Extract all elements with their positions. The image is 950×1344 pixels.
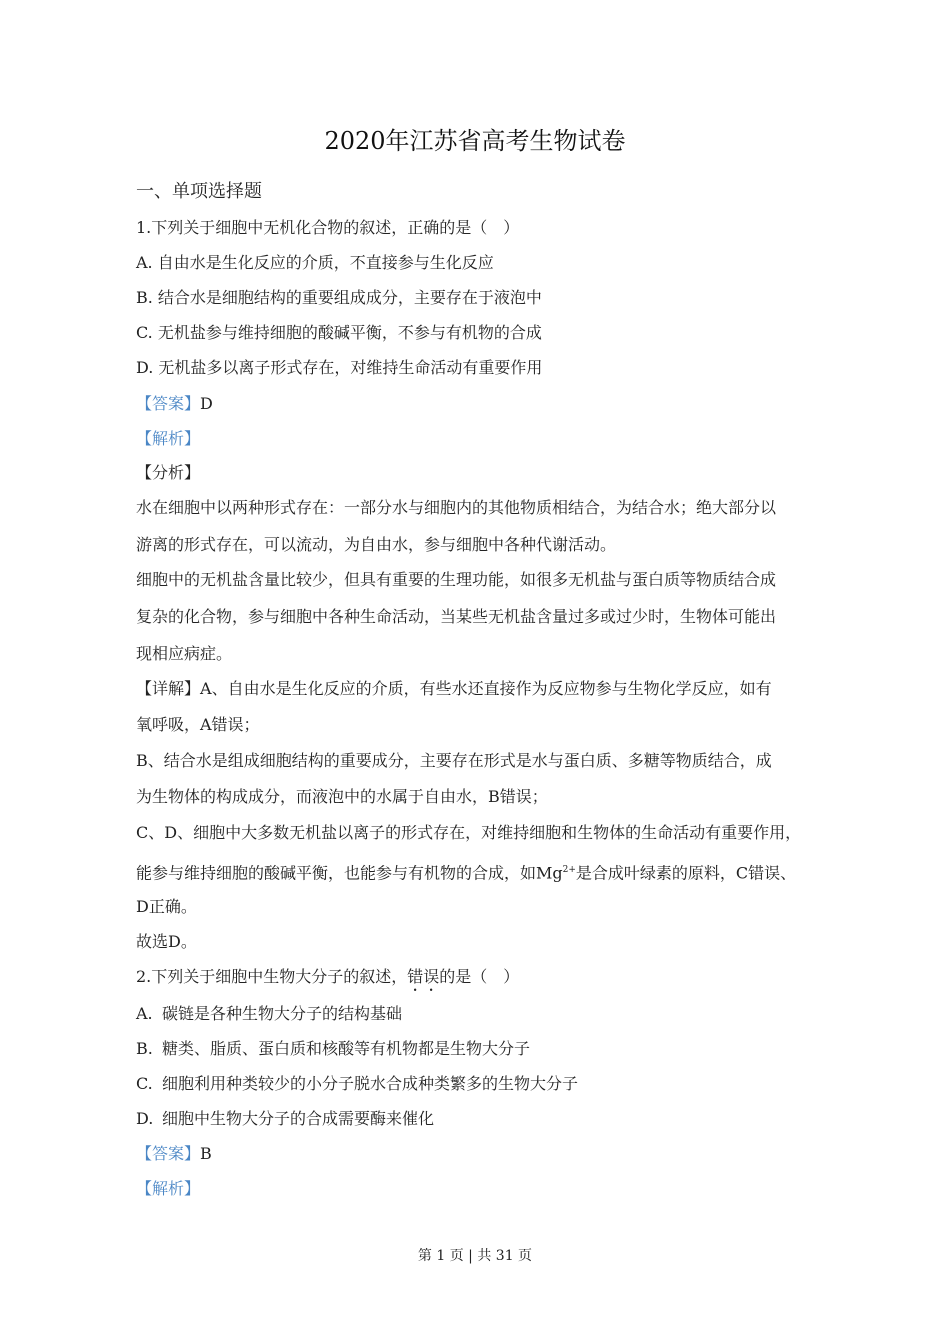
option-letter: C.	[136, 1074, 153, 1093]
xiangjie-line: 故选D。	[136, 932, 197, 951]
q2-option-b	[136, 1039, 530, 1059]
fenxi-line: 复杂的化合物，参与细胞中各种生命活动，当某些无机盐含量过多或过少时，生物体可能出	[136, 607, 777, 626]
stem-text: 的是（ ）	[439, 967, 520, 986]
xiangjie-line: C、D、细胞中大多数无机盐以离子的形式存在，对维持细胞和生物体的生命活动有重要作用，	[136, 823, 802, 842]
xiangjie-line: 为生物体的构成成分，而液泡中的水属于自由水，B错误；	[136, 787, 548, 806]
answer-value: D	[200, 394, 213, 413]
option-text: 细胞利用种类较少的小分子脱水合成种类繁多的生物大分子	[162, 1074, 579, 1093]
page-title: 2020年江苏省高考生物试卷	[324, 127, 626, 155]
q1-stem: 1.下列关于细胞中无机化合物的叙述，正确的是（ ）	[136, 218, 520, 237]
q1-option-b: B. 结合水是细胞结构的重要组成成分，主要存在于液泡中	[136, 288, 542, 307]
answer-value: B	[200, 1144, 212, 1163]
q2-option-d	[136, 1109, 434, 1129]
fenxi-line: 现相应病症。	[136, 644, 233, 663]
q1-option-c: C. 无机盐参与维持细胞的酸碱平衡，不参与有机物的合成	[136, 323, 542, 342]
xiangjie-tag: 【详解】	[136, 679, 201, 698]
option-text: 细胞中生物大分子的合成需要酶来催化	[162, 1109, 435, 1128]
fenxi-line: 细胞中的无机盐含量比较少，但具有重要的生理功能，如很多无机盐与蛋白质等物质结合成	[136, 570, 777, 589]
q2-option-c	[136, 1074, 578, 1094]
answer-tag: 【答案】	[136, 394, 201, 413]
xiangjie-text: 能参与维持细胞的酸碱平衡，也能参与有机物的合成，如Mg	[136, 863, 563, 883]
q1-answer	[136, 394, 213, 414]
xiangjie-line	[136, 860, 796, 883]
q1-option-a: A. 自由水是生化反应的介质，不直接参与生化反应	[136, 253, 494, 272]
option-letter: A.	[136, 1004, 153, 1023]
xiangjie-line: D正确。	[136, 897, 197, 916]
q2-jiexi-tag: 【解析】	[136, 1179, 201, 1198]
option-letter: D.	[136, 1109, 154, 1128]
option-text: 碳链是各种生物大分子的结构基础	[162, 1004, 403, 1023]
q1-option-d: D. 无机盐多以离子形式存在，对维持生命活动有重要作用	[136, 358, 543, 377]
option-letter: B.	[136, 1039, 153, 1058]
xiangjie-line: 氧呼吸，A错误；	[136, 715, 260, 734]
q1-jiexi-tag: 【解析】	[136, 429, 201, 448]
stem-text: 2.下列关于细胞中生物大分子的叙述，	[136, 967, 408, 986]
option-text: 糖类、脂质、蛋白质和核酸等有机物都是生物大分子	[162, 1039, 531, 1058]
page-footer: 第 1 页 | 共 31 页	[417, 1248, 533, 1264]
q2-stem	[136, 967, 519, 995]
xiangjie-line: B、结合水是组成细胞结构的重要成分，主要存在形式是水与蛋白质、多糖等物质结合，成	[136, 751, 772, 770]
fenxi-line: 游离的形式存在，可以流动，为自由水，参与细胞中各种代谢活动。	[136, 535, 617, 554]
xiangjie-line	[136, 679, 772, 699]
superscript: 2+	[562, 865, 576, 875]
xiangjie-text: A、自由水是生化反应的介质，有些水还直接作为反应物参与生物化学反应，如有	[200, 679, 772, 698]
q1-fenxi-tag: 【分析】	[136, 463, 201, 482]
xiangjie-text: 是合成叶绿素的原料，C错误、	[575, 863, 797, 883]
section-heading: 一、单项选择题	[136, 181, 262, 202]
q2-option-a	[136, 1004, 402, 1024]
answer-tag: 【答案】	[136, 1144, 201, 1163]
emphasized-word: 错误	[407, 967, 440, 986]
q2-answer	[136, 1144, 212, 1164]
fenxi-line: 水在细胞中以两种形式存在：一部分水与细胞内的其他物质相结合，为结合水；绝大部分以	[136, 498, 777, 517]
